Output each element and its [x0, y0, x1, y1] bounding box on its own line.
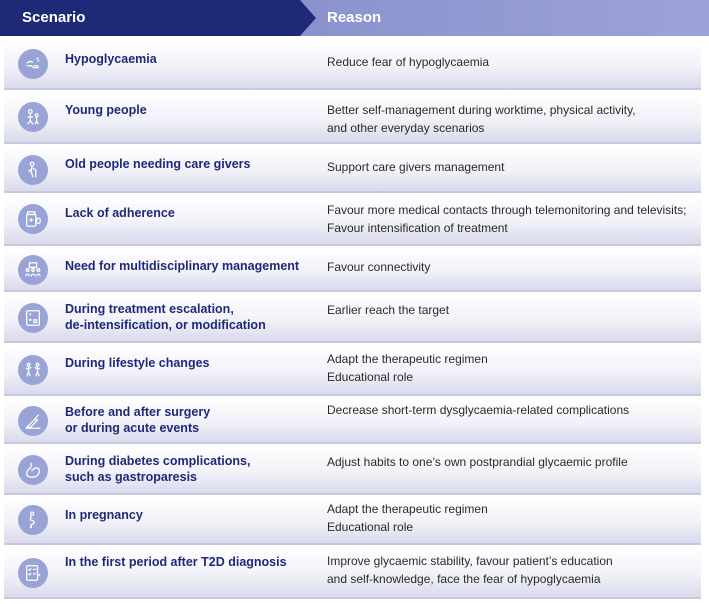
reason-line: Favour connectivity [327, 260, 431, 274]
pregnancy-icon [18, 505, 48, 535]
reason-text [327, 258, 699, 276]
table-row [4, 346, 701, 396]
scenario-label: Hypoglycaemia [65, 52, 157, 66]
scenario-label: During lifestyle changes [65, 356, 210, 370]
scenario-label: Lack of adherence [65, 206, 175, 220]
reason-text [327, 101, 699, 137]
scenario-label: Old people needing care givers [65, 157, 251, 171]
reason-text [327, 500, 699, 536]
elderly-person-icon [18, 155, 48, 185]
clipboard-plan-icon [18, 303, 48, 333]
reason-line: Support care givers management [327, 160, 505, 174]
scenario-label: During treatment escalation, de-intensification, or modification [65, 302, 266, 332]
scenario-label: Need for multidisciplinary management [65, 259, 300, 273]
reason-line: Educational role [327, 520, 414, 534]
reason-line: Improve glycaemic stability, favour patient’s education [327, 554, 613, 568]
table-row [4, 295, 701, 343]
team-meeting-icon [18, 255, 48, 285]
table-row [4, 249, 701, 292]
table-row [4, 548, 701, 599]
reason-line: Adjust habits to one’s own postprandial glycaemic profile [327, 455, 628, 469]
column-header-scenario: Scenario [22, 9, 86, 26]
scenario-label: Before and after surgery or during acute events [65, 405, 211, 435]
reason-line: Educational role [327, 370, 414, 384]
stomach-icon [18, 455, 48, 485]
table-header [0, 0, 709, 36]
checklist-diagnosis-icon [18, 558, 48, 588]
reason-text [327, 53, 699, 71]
reason-line: Decrease short-term dysglycaemia-related complications [327, 403, 630, 417]
table-row [4, 196, 701, 246]
reason-line: Earlier reach the target [327, 303, 450, 317]
table-row [4, 93, 701, 144]
table-row [4, 147, 701, 193]
reason-text [327, 401, 699, 419]
reason-text [327, 301, 699, 319]
scenario-label: During diabetes complications, such as gastroparesis [65, 454, 251, 484]
reason-text [327, 158, 699, 176]
active-people-icon [18, 355, 48, 385]
reason-line: Adapt the therapeutic regimen [327, 502, 488, 516]
reason-text [327, 201, 699, 237]
reason-line: Better self-management during worktime, physical activity, [327, 103, 636, 117]
reason-line: Favour more medical contacts through telemonitoring and televisits; [327, 203, 687, 217]
scenario-label: In pregnancy [65, 508, 143, 522]
pill-bottle-icon [18, 204, 48, 234]
scenario-label: In the first period after T2D diagnosis [65, 555, 287, 569]
reason-text [327, 350, 699, 386]
reason-line: Reduce fear of hypoglycaemia [327, 55, 490, 69]
scenario-label: Young people [65, 103, 147, 117]
table-row [4, 447, 701, 495]
table-row [4, 42, 701, 90]
table-row [4, 399, 701, 444]
reason-text [327, 453, 699, 471]
reason-line: and self-knowledge, face the fear of hypoglycaemia [327, 572, 601, 586]
hand-icon [18, 49, 48, 79]
reason-line: Adapt the therapeutic regimen [327, 352, 488, 366]
reason-line: and other everyday scenarios [327, 121, 485, 135]
reason-line: Favour intensification of treatment [327, 221, 508, 235]
column-header-reason: Reason [327, 9, 382, 26]
reason-text [327, 552, 699, 588]
young-people-icon [18, 102, 48, 132]
table-row [4, 498, 701, 545]
scalpel-icon [18, 406, 48, 436]
